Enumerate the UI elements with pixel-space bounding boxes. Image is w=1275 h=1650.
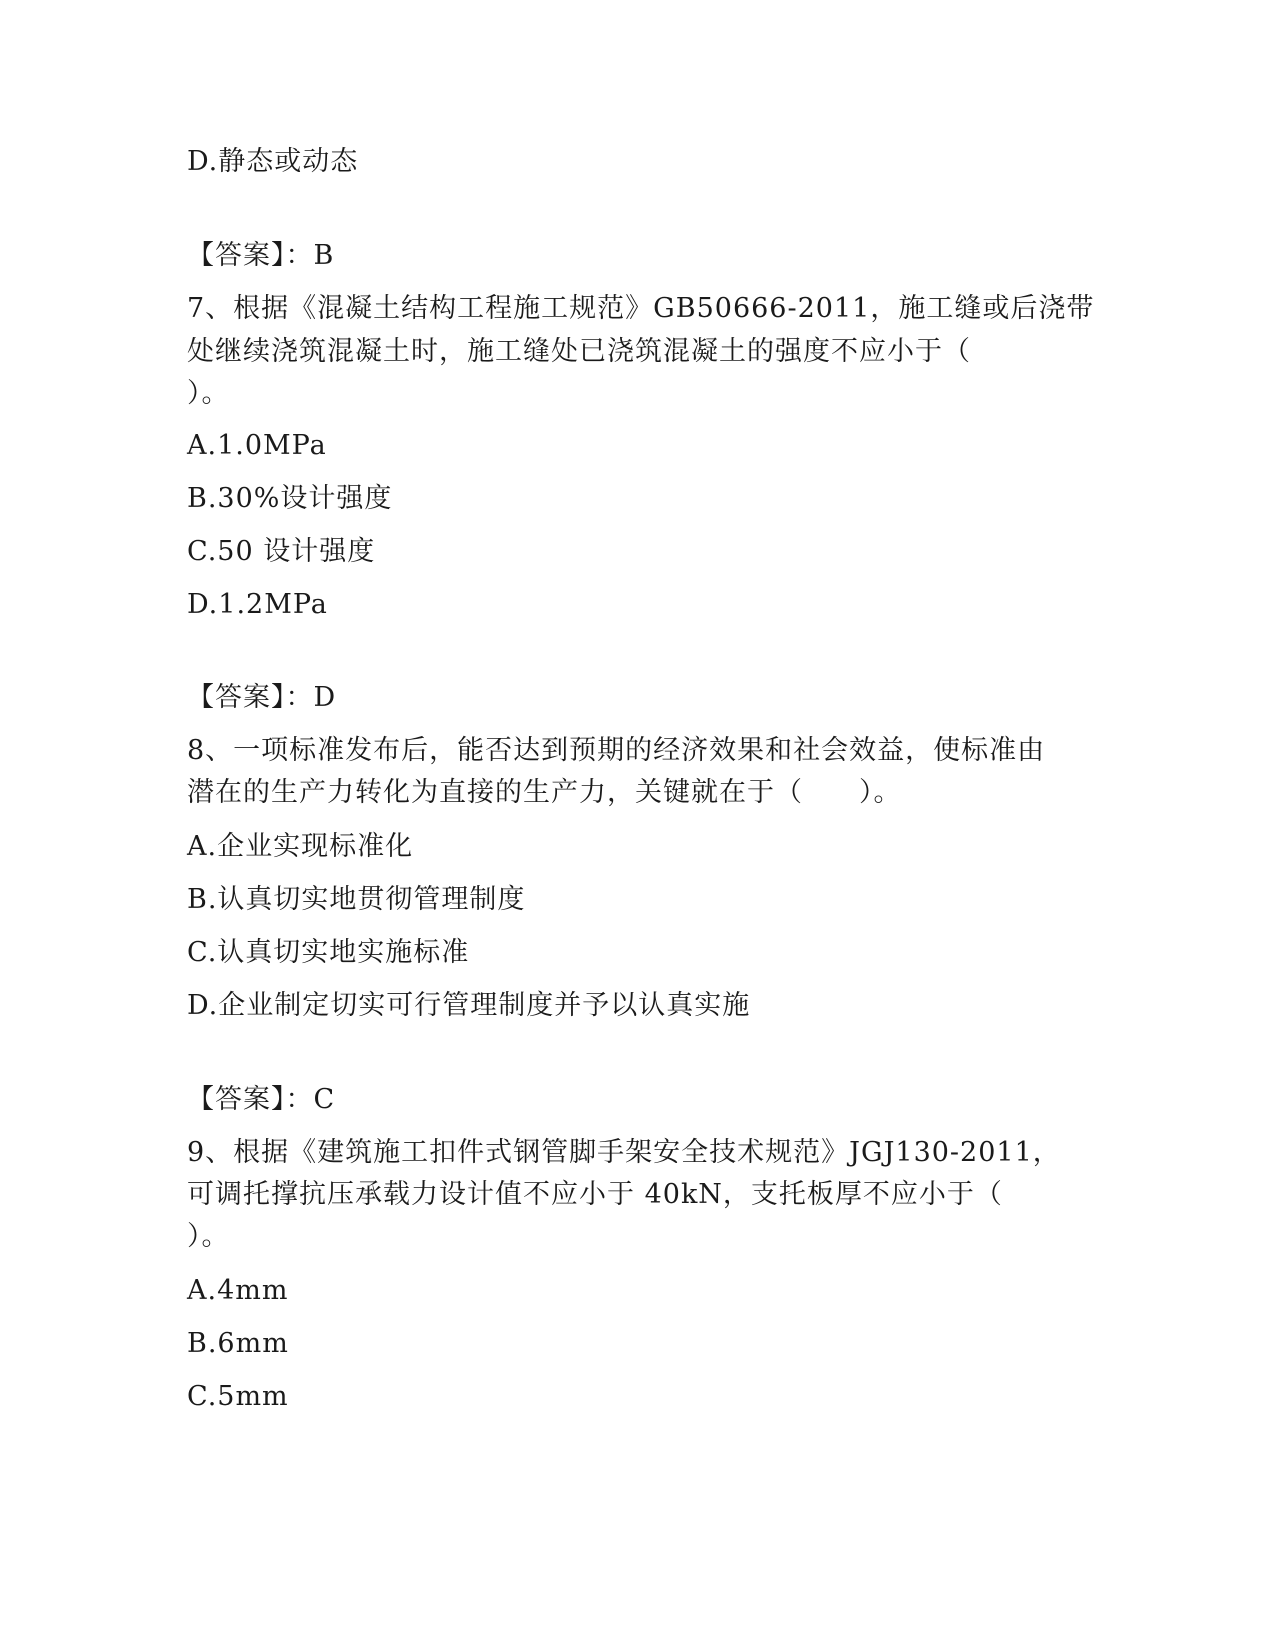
answer-q6: 【答案】：B (187, 240, 335, 271)
option-d-q7: D.1.2MPa (187, 589, 328, 620)
question-9-line-3: ）。 (187, 1221, 230, 1252)
question-8-line-1: 8、一项标准发布后，能否达到预期的经济效果和社会效益，使标准由 (187, 735, 1046, 766)
question-9-line-1: 9、根据《建筑施工扣件式钢管脚手架安全技术规范》JGJ130-2011， (187, 1137, 1061, 1168)
question-7-line-2: 处继续浇筑混凝土时，施工缝处已浇筑混凝土的强度不应小于（ (187, 336, 971, 367)
question-9-line-2: 可调托撑抗压承载力设计值不应小于 40kN，支托板厚不应小于（ (187, 1179, 1003, 1210)
option-b-q7: B.30%设计强度 (187, 483, 393, 514)
question-7-line-3: ）。 (187, 378, 230, 409)
question-7-line-1: 7、根据《混凝土结构工程施工规范》GB50666-2011，施工缝或后浇带 (187, 293, 1095, 324)
answer-q7: 【答案】：D (187, 682, 337, 713)
option-d-q8: D.企业制定切实可行管理制度并予以认真实施 (187, 990, 751, 1021)
option-a-q9: A.4mm (187, 1275, 289, 1306)
option-c-q7: C.50 设计强度 (187, 536, 376, 567)
option-b-q9: B.6mm (187, 1328, 289, 1359)
question-8-line-2: 潜在的生产力转化为直接的生产力，关键就在于（ ）。 (187, 777, 902, 808)
option-a-q8: A.企业实现标准化 (187, 831, 414, 862)
option-c-q9: C.5mm (187, 1381, 289, 1412)
option-c-q8: C.认真切实地实施标准 (187, 937, 470, 968)
answer-q8: 【答案】：C (187, 1084, 336, 1115)
option-d-q6: D.静态或动态 (187, 146, 359, 177)
option-a-q7: A.1.0MPa (187, 430, 327, 461)
option-b-q8: B.认真切实地贯彻管理制度 (187, 884, 526, 915)
